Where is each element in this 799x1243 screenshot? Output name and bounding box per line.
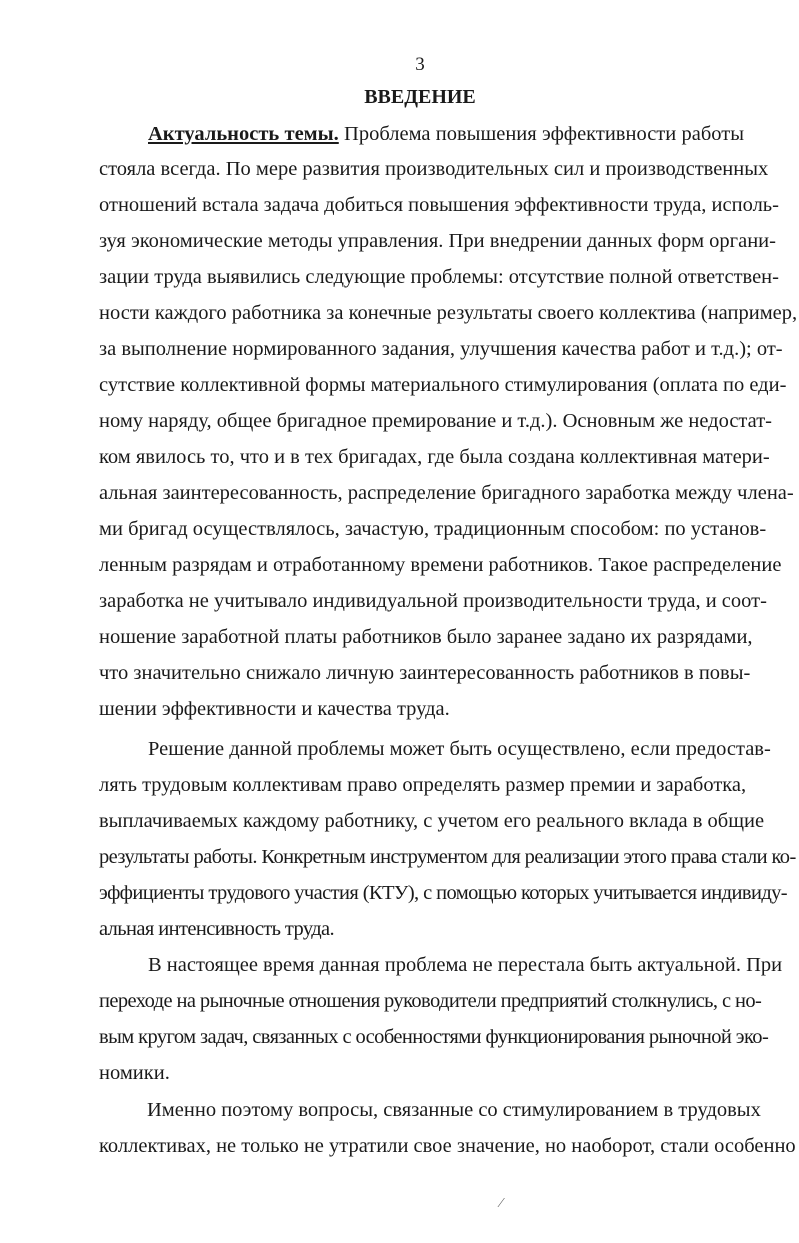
paragraph-3-line-1: В настоящее время данная проблема не перестала быть актуальной. При bbox=[148, 954, 783, 976]
paragraph-1-line-6: ности каждого работника за конечные результаты своего коллектива (например, bbox=[99, 302, 798, 324]
paragraph-3-line-2: переходе на рыночные отношения руководители предприятий столкнулись, с но- bbox=[99, 990, 762, 1012]
paragraph-2-line-1: Решение данной проблемы может быть осуществлено, если предостав- bbox=[148, 738, 771, 760]
paragraph-4-line-1: Именно поэтому вопросы, связанные со стимулированием в трудовых bbox=[147, 1099, 761, 1121]
paragraph-1-line-11: альная заинтересованность, распределение бригадного заработка между члена- bbox=[99, 482, 794, 504]
paragraph-1-line-15: ношение заработной платы работников было заранее задано их разрядами, bbox=[99, 626, 753, 648]
paragraph-1-line-5: зации труда выявились следующие проблемы: отсутствие полной ответствен- bbox=[99, 266, 779, 288]
paragraph-1-line-8: сутствие коллективной формы материального стимулирования (оплата по еди- bbox=[99, 374, 787, 396]
paragraph-2-line-5: эффициенты трудового участия (КТУ), с помощью которых учитывается индивиду- bbox=[99, 882, 788, 904]
paragraph-3-line-3: вым кругом задач, связанных с особенностями функционирования рыночной эко- bbox=[99, 1026, 769, 1048]
paragraph-1-line-9: ному наряду, общее бригадное премирование и т.д.). Основным же недостат- bbox=[99, 410, 772, 432]
lead-term: Актуальность темы. bbox=[148, 123, 339, 145]
paragraph-1-line-13: ленным разрядам и отработанному времени работников. Такое распределение bbox=[99, 554, 782, 576]
paragraph-1-line-17: шении эффективности и качества труда. bbox=[99, 698, 450, 720]
paragraph-1-line-1 bbox=[148, 122, 744, 146]
section-heading: ВВЕДЕНИЕ bbox=[364, 86, 476, 108]
paragraph-2-line-6: альная интенсивность труда. bbox=[99, 918, 335, 940]
paragraph-3-line-4: номики. bbox=[99, 1062, 170, 1084]
paragraph-1-line-12: ми бригад осуществлялось, зачастую, традиционным способом: по установ- bbox=[99, 518, 767, 540]
paragraph-1-line-4: зуя экономические методы управления. При внедрении данных форм органи- bbox=[99, 230, 776, 252]
paragraph-1-line-3: отношений встала задача добиться повышения эффективности труда, исполь- bbox=[99, 194, 779, 216]
paragraph-4-line-2: коллективах, не только не утратили свое значение, но наоборот, стали особенно bbox=[99, 1135, 796, 1157]
paragraph-1-line-16: что значительно снижало личную заинтересованность работников в повы- bbox=[99, 662, 751, 684]
paragraph-2-line-2: лять трудовым коллективам право определять размер премии и заработка, bbox=[99, 774, 747, 796]
stray-mark: ⁄ bbox=[500, 1196, 503, 1211]
paragraph-1-line-7: за выполнение нормированного задания, улучшения качества работ и т.д.); от- bbox=[99, 338, 783, 360]
paragraph-1-line-10: ком явилось то, что и в тех бригадах, где была создана коллективная матери- bbox=[99, 446, 770, 468]
page-number: 3 bbox=[415, 54, 425, 75]
paragraph-1-line-14: заработка не учитывало индивидуальной производительности труда, и соот- bbox=[99, 590, 767, 612]
paragraph-1-line-1-text: Проблема повышения эффективности работы bbox=[338, 123, 744, 145]
paragraph-1-line-2: стояла всегда. По мере развития производительных сил и производственных bbox=[99, 158, 769, 180]
paragraph-2-line-4: результаты работы. Конкретным инструментом для реализации этого права стали ко- bbox=[99, 846, 796, 868]
paragraph-2-line-3: выплачиваемых каждому работнику, с учетом его реального вклада в общие bbox=[99, 810, 765, 832]
